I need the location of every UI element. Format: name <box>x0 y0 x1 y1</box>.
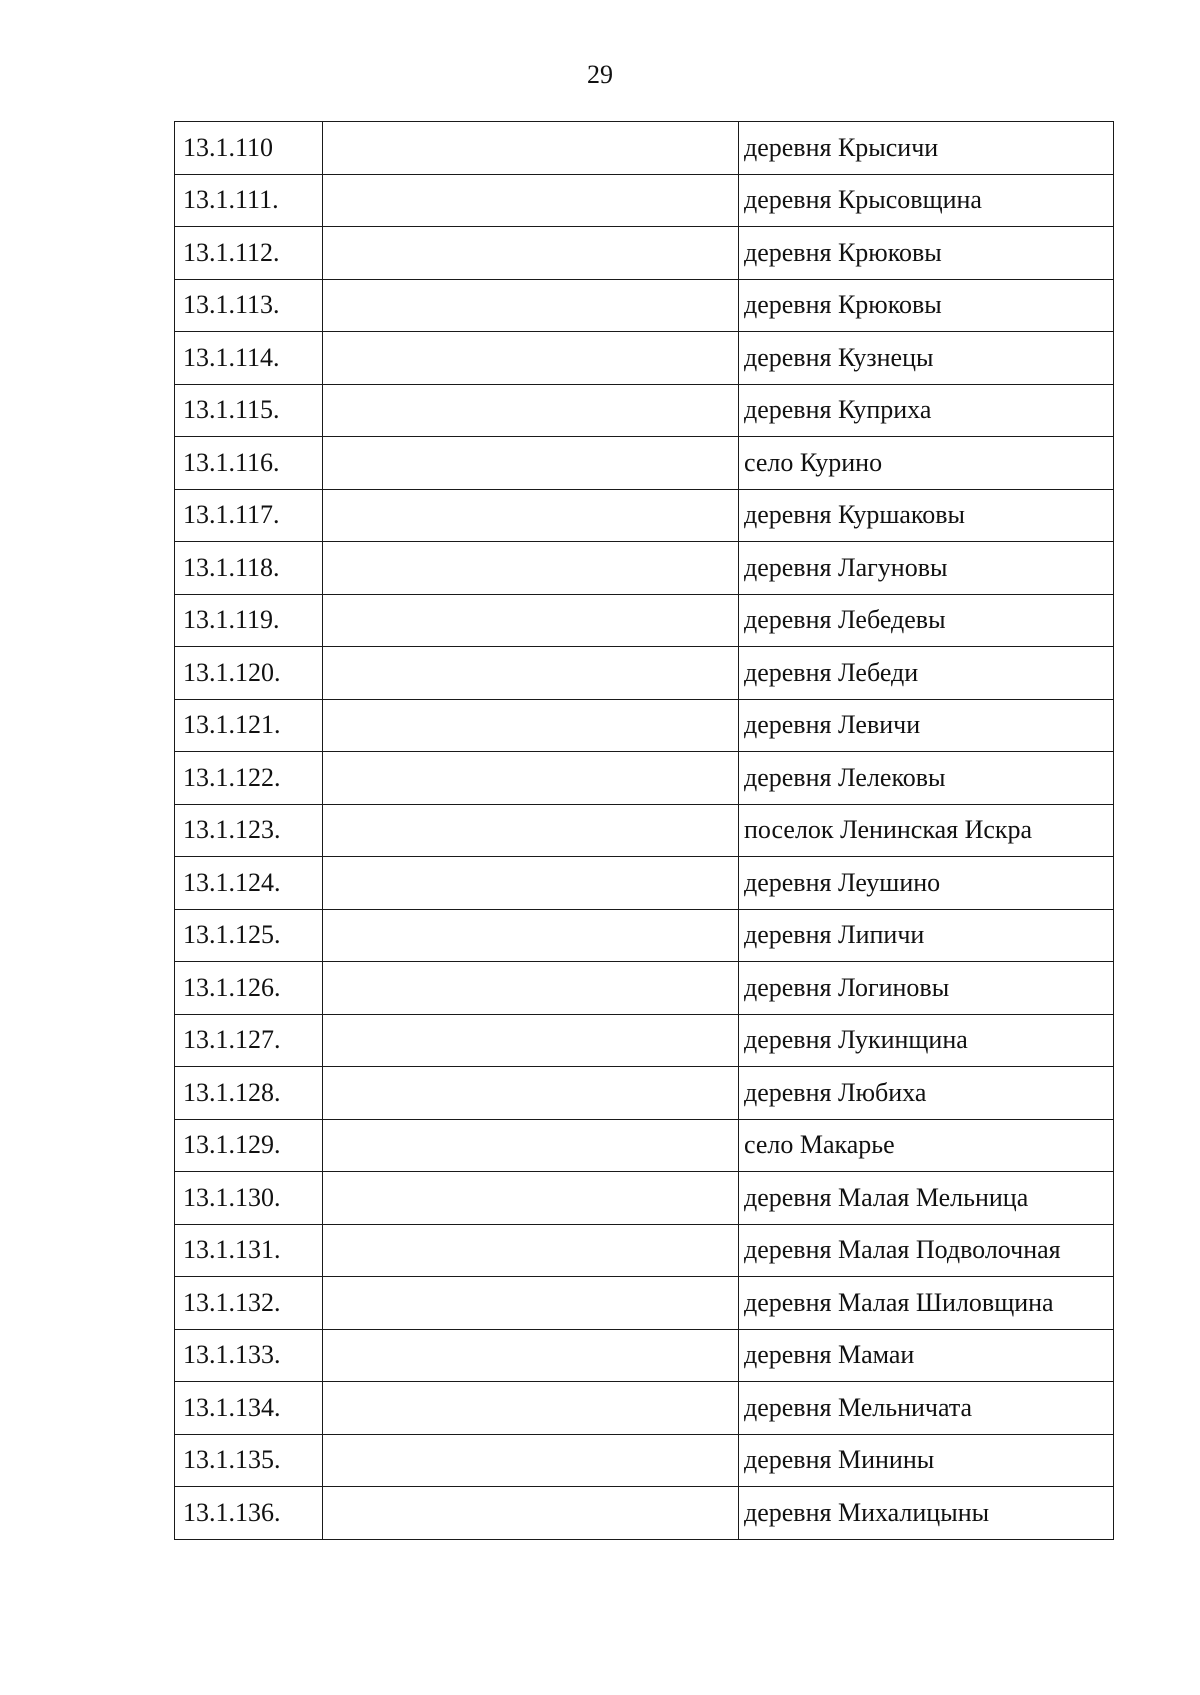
empty-cell <box>323 1277 739 1330</box>
table-row <box>175 384 1114 437</box>
empty-cell <box>323 594 739 647</box>
row-number-cell: 13.1.134. <box>175 1382 323 1435</box>
empty-cell <box>323 752 739 805</box>
row-number-cell: 13.1.124. <box>175 857 323 910</box>
table-row <box>175 594 1114 647</box>
table-row <box>175 1329 1114 1382</box>
row-number-cell: 13.1.113. <box>175 279 323 332</box>
settlement-name-cell: деревня Малая Подволочная <box>739 1224 1114 1277</box>
empty-cell <box>323 489 739 542</box>
settlement-name-cell: деревня Липичи <box>739 909 1114 962</box>
table-row <box>175 437 1114 490</box>
settlement-name-cell: деревня Малая Шиловщина <box>739 1277 1114 1330</box>
settlement-name-cell: поселок Ленинская Искра <box>739 804 1114 857</box>
empty-cell <box>323 542 739 595</box>
settlement-name-cell: село Макарье <box>739 1119 1114 1172</box>
table-row <box>175 332 1114 385</box>
settlement-name-cell: деревня Лукинщина <box>739 1014 1114 1067</box>
settlement-name-cell: деревня Лебедевы <box>739 594 1114 647</box>
empty-cell <box>323 699 739 752</box>
table-row <box>175 489 1114 542</box>
settlement-name-cell: деревня Мельничата <box>739 1382 1114 1435</box>
empty-cell <box>323 332 739 385</box>
row-number-cell: 13.1.110 <box>175 122 323 175</box>
empty-cell <box>323 1119 739 1172</box>
empty-cell <box>323 1067 739 1120</box>
settlement-name-cell: деревня Логиновы <box>739 962 1114 1015</box>
settlements-table <box>174 121 1114 1540</box>
settlement-name-cell: деревня Мамаи <box>739 1329 1114 1382</box>
empty-cell <box>323 279 739 332</box>
row-number-cell: 13.1.122. <box>175 752 323 805</box>
table-row <box>175 1434 1114 1487</box>
table-row <box>175 1487 1114 1540</box>
settlement-name-cell: деревня Минины <box>739 1434 1114 1487</box>
row-number-cell: 13.1.132. <box>175 1277 323 1330</box>
empty-cell <box>323 1014 739 1067</box>
table-row <box>175 174 1114 227</box>
table-row <box>175 1277 1114 1330</box>
empty-cell <box>323 804 739 857</box>
table-row <box>175 699 1114 752</box>
empty-cell <box>323 1224 739 1277</box>
settlement-name-cell: деревня Михалицыны <box>739 1487 1114 1540</box>
row-number-cell: 13.1.118. <box>175 542 323 595</box>
settlement-name-cell: деревня Леушино <box>739 857 1114 910</box>
settlement-name-cell: деревня Крысичи <box>739 122 1114 175</box>
empty-cell <box>323 384 739 437</box>
empty-cell <box>323 857 739 910</box>
row-number-cell: 13.1.130. <box>175 1172 323 1225</box>
empty-cell <box>323 437 739 490</box>
row-number-cell: 13.1.136. <box>175 1487 323 1540</box>
table-row <box>175 279 1114 332</box>
empty-cell <box>323 1434 739 1487</box>
settlement-name-cell: деревня Куприха <box>739 384 1114 437</box>
row-number-cell: 13.1.128. <box>175 1067 323 1120</box>
empty-cell <box>323 1487 739 1540</box>
settlement-name-cell: деревня Куршаковы <box>739 489 1114 542</box>
row-number-cell: 13.1.133. <box>175 1329 323 1382</box>
table-body <box>175 122 1114 1540</box>
table-row <box>175 804 1114 857</box>
table-row <box>175 122 1114 175</box>
settlement-name-cell: деревня Кузнецы <box>739 332 1114 385</box>
row-number-cell: 13.1.127. <box>175 1014 323 1067</box>
settlement-name-cell: деревня Крысовщина <box>739 174 1114 227</box>
row-number-cell: 13.1.119. <box>175 594 323 647</box>
table-row <box>175 962 1114 1015</box>
settlement-name-cell: деревня Крюковы <box>739 279 1114 332</box>
settlement-name-cell: деревня Любиха <box>739 1067 1114 1120</box>
settlement-name-cell: деревня Лелековы <box>739 752 1114 805</box>
row-number-cell: 13.1.111. <box>175 174 323 227</box>
table-row <box>175 1014 1114 1067</box>
row-number-cell: 13.1.120. <box>175 647 323 700</box>
row-number-cell: 13.1.114. <box>175 332 323 385</box>
table-row <box>175 1172 1114 1225</box>
empty-cell <box>323 174 739 227</box>
row-number-cell: 13.1.131. <box>175 1224 323 1277</box>
row-number-cell: 13.1.125. <box>175 909 323 962</box>
row-number-cell: 13.1.129. <box>175 1119 323 1172</box>
row-number-cell: 13.1.116. <box>175 437 323 490</box>
table-row <box>175 857 1114 910</box>
empty-cell <box>323 1172 739 1225</box>
empty-cell <box>323 1329 739 1382</box>
row-number-cell: 13.1.126. <box>175 962 323 1015</box>
row-number-cell: 13.1.135. <box>175 1434 323 1487</box>
empty-cell <box>323 1382 739 1435</box>
empty-cell <box>323 962 739 1015</box>
row-number-cell: 13.1.123. <box>175 804 323 857</box>
table-row <box>175 909 1114 962</box>
table-row <box>175 647 1114 700</box>
table-row <box>175 1119 1114 1172</box>
table-row <box>175 1067 1114 1120</box>
table-row <box>175 1382 1114 1435</box>
row-number-cell: 13.1.117. <box>175 489 323 542</box>
page-number: 29 <box>587 60 613 89</box>
settlement-name-cell: деревня Левичи <box>739 699 1114 752</box>
settlement-name-cell: деревня Лебеди <box>739 647 1114 700</box>
empty-cell <box>323 122 739 175</box>
row-number-cell: 13.1.112. <box>175 227 323 280</box>
table-row <box>175 227 1114 280</box>
settlement-name-cell: деревня Малая Мельница <box>739 1172 1114 1225</box>
empty-cell <box>323 227 739 280</box>
settlement-name-cell: деревня Лагуновы <box>739 542 1114 595</box>
table-row <box>175 752 1114 805</box>
empty-cell <box>323 909 739 962</box>
settlement-name-cell: село Курино <box>739 437 1114 490</box>
row-number-cell: 13.1.115. <box>175 384 323 437</box>
table-row <box>175 1224 1114 1277</box>
settlement-name-cell: деревня Крюковы <box>739 227 1114 280</box>
row-number-cell: 13.1.121. <box>175 699 323 752</box>
empty-cell <box>323 647 739 700</box>
table-row <box>175 542 1114 595</box>
